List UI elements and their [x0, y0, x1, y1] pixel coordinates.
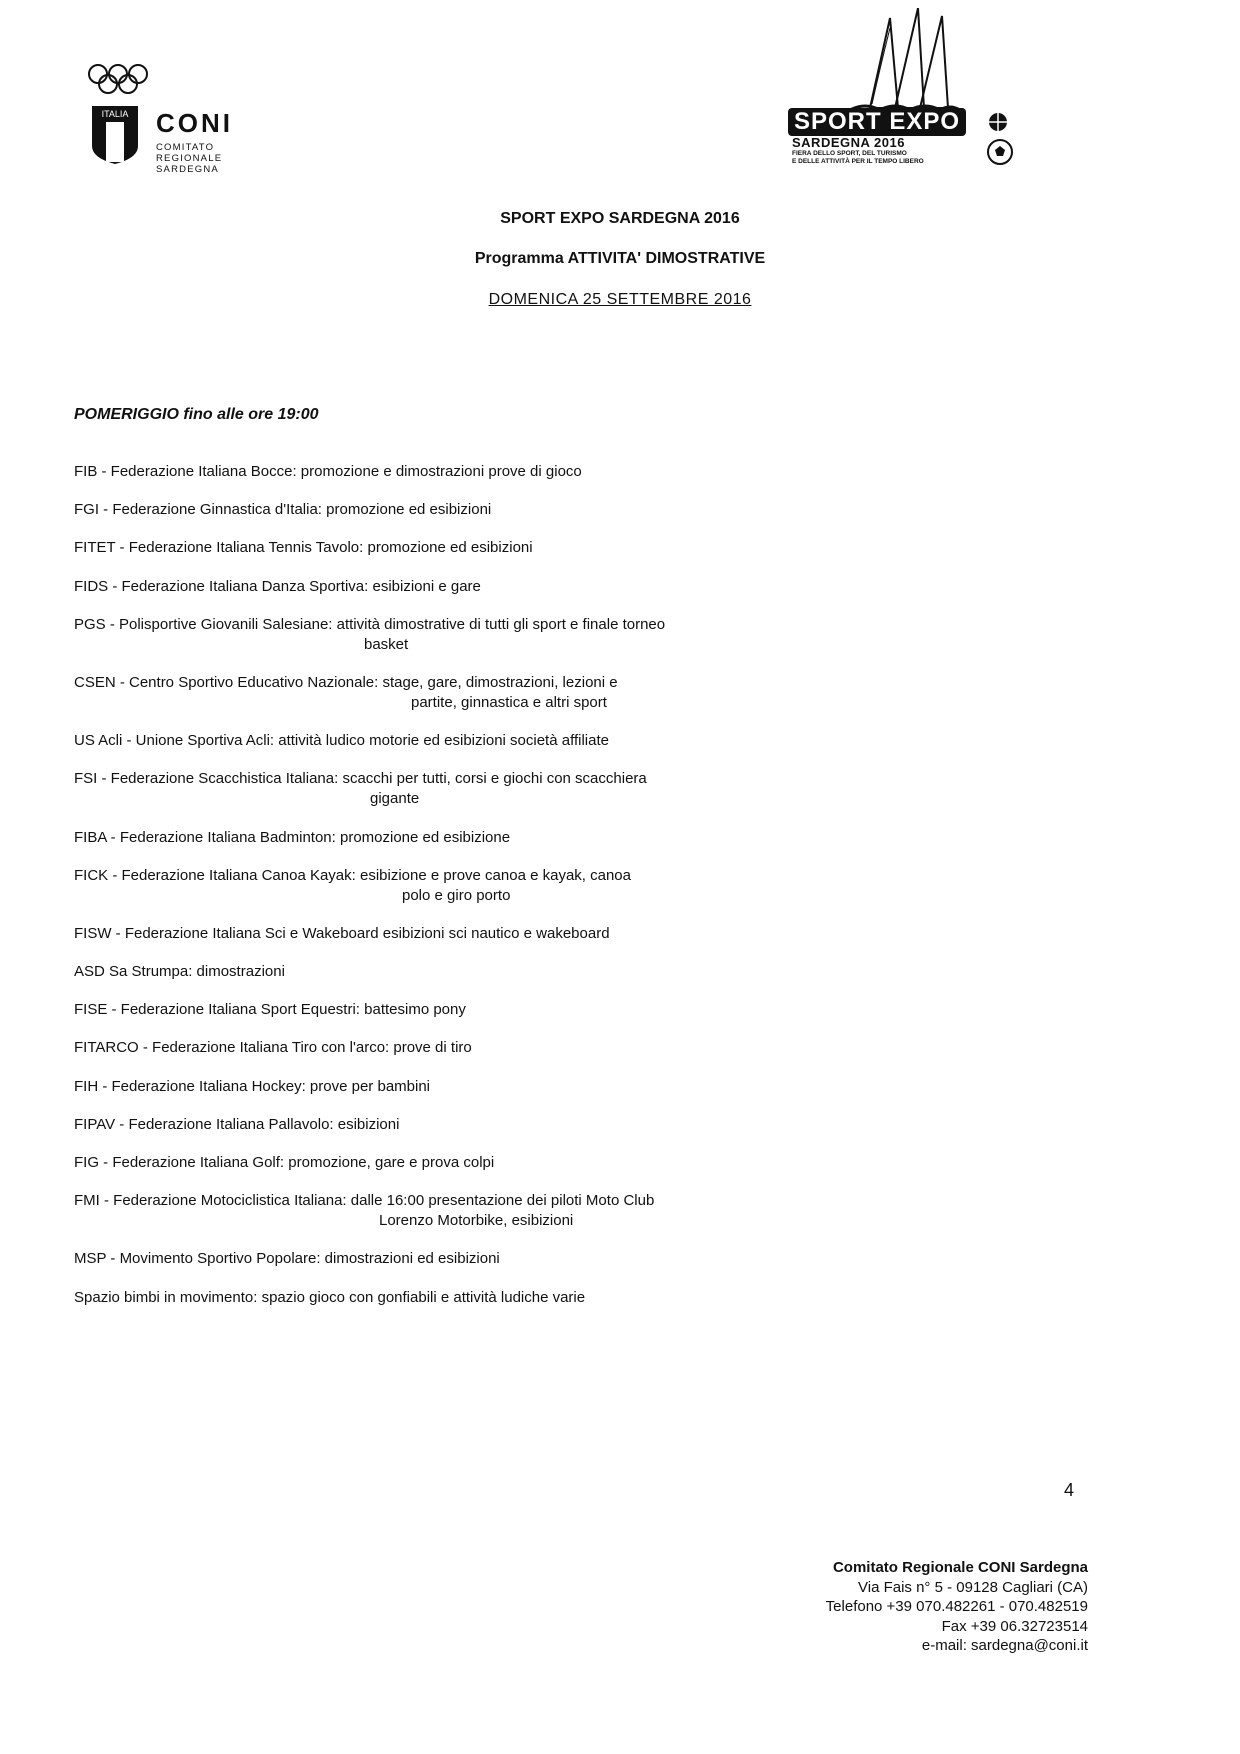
activity-item [74, 1115, 1074, 1135]
activity-text: FMI - Federazione Motociclistica Italiana: dalle 16:00 presentazione dei piloti Moto Club [74, 1192, 655, 1210]
coni-logo [86, 62, 256, 182]
activity-item [74, 866, 1074, 906]
activity-continuation: gigante [370, 790, 420, 808]
document-subtitle: Programma ATTIVITA' DIMOSTRATIVE [474, 250, 766, 267]
activity-text: MSP - Movimento Sportivo Popolare: dimostrazioni ed esibizioni [74, 1250, 500, 1268]
activity-text: FIG - Federazione Italiana Golf: promozione, gare e prova colpi [74, 1154, 495, 1171]
activity-text: FITARCO - Federazione Italiana Tiro con l'arco: prove di tiro [74, 1039, 472, 1057]
footer-organization: Comitato Regionale CONI Sardegna [832, 1559, 1088, 1576]
activity-item [74, 1288, 1074, 1308]
sport-expo-title: SPORT EXPO [788, 108, 966, 136]
activity-text: FIH - Federazione Italiana Hockey: prove per bambini [74, 1077, 431, 1095]
activity-text: FICK - Federazione Italiana Canoa Kayak: esibizione e prove canoa e kayak, canoa [74, 866, 631, 884]
activity-text: FIPAV - Federazione Italiana Pallavolo: esibizioni [74, 1115, 400, 1133]
activity-text: FIB - Federazione Italiana Bocce: promozione e dimostrazioni prove di gioco [74, 463, 582, 480]
sport-expo-year: SARDEGNA 2016 [792, 135, 905, 150]
activity-item [74, 615, 1074, 655]
coni-subtitle [156, 142, 222, 175]
sport-expo-description-line: FIERA DELLO SPORT, DEL TURISMO [792, 150, 907, 157]
sailboats-icon [850, 8, 960, 112]
activity-item [74, 577, 1074, 597]
coni-subtitle-line: SARDEGNA [156, 164, 219, 175]
sport-balls-icon [978, 112, 1018, 168]
activity-item [74, 500, 1074, 520]
document-title: SPORT EXPO SARDEGNA 2016 [500, 210, 740, 227]
activity-item [74, 1038, 1074, 1058]
document-date: DOMENICA 25 SETTEMBRE 2016 [488, 291, 752, 308]
activity-continuation: polo e giro porto [402, 886, 511, 904]
footer-phone: Telefono +39 070.482261 - 070.482519 [825, 1598, 1088, 1615]
italia-shield-text: ITALIA [101, 109, 129, 119]
sport-expo-description [792, 150, 924, 166]
activity-continuation: basket [364, 635, 409, 653]
activity-item [74, 1191, 1074, 1231]
activity-item [74, 1000, 1074, 1020]
activity-text: Spazio bimbi in movimento: spazio gioco con gonfiabili e attività ludiche varie [74, 1288, 586, 1306]
footer-address: Via Fais n° 5 - 09128 Cagliari (CA) [858, 1578, 1088, 1596]
activity-item [74, 731, 1074, 751]
activity-text: US Acli - Unione Sportiva Acli: attività ludico motorie ed esibizioni società affiliate [74, 732, 609, 750]
activity-text: FGI - Federazione Ginnastica d'Italia: promozione ed esibizioni [74, 501, 492, 519]
coni-name: CONI [156, 108, 233, 138]
activity-text: FISW - Federazione Italiana Sci e Wakeboard esibizioni sci nautico e wakeboard [74, 924, 610, 942]
activity-item [74, 1153, 1074, 1173]
activity-text: FITET - Federazione Italiana Tennis Tavolo: promozione ed esibizioni [74, 539, 533, 557]
sport-expo-logo [788, 8, 1028, 168]
activity-text: FIDS - Federazione Italiana Danza Sportiva: esibizioni e gare [74, 577, 481, 595]
activity-item [74, 769, 1074, 809]
coni-subtitle-line: REGIONALE [156, 153, 223, 164]
activity-text: CSEN - Centro Sportivo Educativo Nazionale: stage, gare, dimostrazioni, lezioni e [74, 673, 618, 691]
section-title: POMERIGGIO fino alle ore 19:00 [74, 406, 319, 423]
activity-item [74, 673, 1074, 713]
activity-text: PGS - Polisportive Giovanili Salesiane: attività dimostrative di tutti gli sport e finale torneo [74, 615, 666, 633]
coni-subtitle-line: COMITATO [156, 142, 215, 153]
activity-item [74, 924, 1074, 944]
activity-text: ASD Sa Strumpa: dimostrazioni [74, 963, 285, 981]
footer-email[interactable]: e-mail: sardegna@coni.it [921, 1637, 1088, 1654]
activity-continuation: Lorenzo Motorbike, esibizioni [379, 1212, 574, 1230]
activity-item [74, 1077, 1074, 1097]
activity-text: FIBA - Federazione Italiana Badminton: promozione ed esibizione [74, 828, 511, 846]
activity-item [74, 538, 1074, 558]
activity-continuation: partite, ginnastica e altri sport [411, 693, 607, 711]
activity-item [74, 828, 1074, 848]
page-number: 4 [1064, 1480, 1075, 1500]
activity-text: FISE - Federazione Italiana Sport Equestri: battesimo pony [74, 1001, 466, 1019]
sport-expo-description-line: E DELLE ATTIVITÀ PER IL TEMPO LIBERO [792, 158, 924, 165]
activity-item [74, 462, 1074, 482]
footer-contact [826, 1558, 1088, 1656]
footer-fax: Fax +39 06.32723514 [941, 1617, 1088, 1635]
olympic-rings-icon [86, 62, 156, 98]
activity-text: FSI - Federazione Scacchistica Italiana: scacchi per tutti, corsi e giochi con scacchiera [74, 770, 647, 788]
activities-list [74, 462, 1074, 1326]
activity-item [74, 962, 1074, 982]
italia-shield-icon [92, 106, 138, 164]
activity-item [74, 1249, 1074, 1269]
